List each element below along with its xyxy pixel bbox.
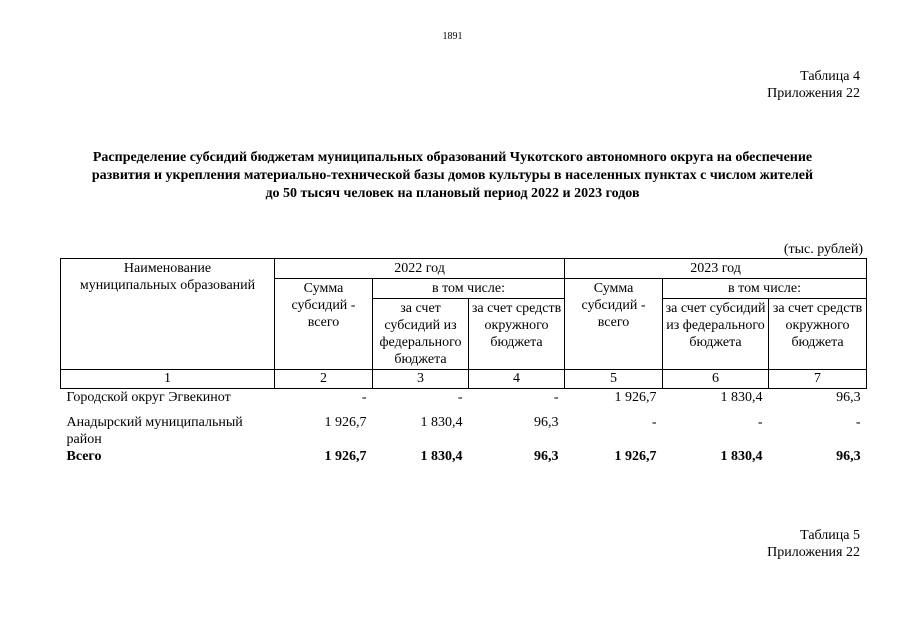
column-number-row: [61, 370, 867, 389]
column-header-including-2022: в том числе:: [373, 279, 565, 299]
title-line-3: до 50 тысяч человек на плановый период 2022 и 2023 годов: [265, 186, 640, 201]
column-number: 5: [565, 370, 663, 389]
cell-value: -: [651, 415, 657, 430]
cell-value: 1 830,4: [420, 415, 463, 430]
total-value: 1 926,7: [324, 449, 367, 464]
units-label: (тыс. рублей): [783, 242, 863, 257]
column-header-district-2022: за счет средств окружного бюджета: [469, 299, 565, 370]
cell-value: -: [855, 415, 861, 430]
municipality-name: Городской округ Эгвекинот: [66, 390, 231, 405]
title-line-1: Распределение субсидий бюджетам муниципальных образований Чукотского автономного округа на обеспечение: [92, 150, 813, 165]
appendix-number: Приложения 22: [767, 86, 860, 101]
column-header-sum-total-2023: Сумма субсидий - всего: [565, 279, 663, 370]
page-number: 1891: [442, 31, 463, 42]
column-number: 3: [373, 370, 469, 389]
table-number: Таблица 4: [800, 69, 860, 84]
column-number: 4: [469, 370, 565, 389]
cell-value: 96,3: [836, 390, 861, 405]
cell-value: -: [553, 390, 559, 405]
total-value: 1 830,4: [720, 449, 763, 464]
column-header-federal-2023: за счет субсидий из федерального бюджета: [663, 299, 769, 370]
total-label: Всего: [66, 449, 102, 464]
cell-value: -: [757, 415, 763, 430]
cell-value: 1 926,7: [324, 415, 367, 430]
subsidy-table: [60, 258, 867, 465]
column-number: 6: [663, 370, 769, 389]
cell-value: 1 926,7: [614, 390, 657, 405]
municipality-name: Анадырский муниципальный район: [66, 415, 243, 447]
table-row: [61, 414, 867, 448]
column-header-district-2023: за счет средств окружного бюджета: [769, 299, 867, 370]
column-header-year-2022: 2022 год: [275, 259, 565, 279]
total-value: 1 926,7: [614, 449, 657, 464]
total-value: 96,3: [534, 449, 559, 464]
column-header-name: Наименование муниципальных образований: [61, 259, 275, 370]
column-header-year-2023: 2023 год: [565, 259, 867, 279]
table-reference-top: [767, 68, 860, 102]
cell-value: 96,3: [534, 415, 559, 430]
total-value: 96,3: [836, 449, 861, 464]
table-reference-bottom: [767, 527, 860, 561]
table-total-row: [61, 448, 867, 465]
column-number: 2: [275, 370, 373, 389]
document-title: [40, 149, 865, 203]
table-row: [61, 389, 867, 407]
total-value: 1 830,4: [420, 449, 463, 464]
table-number: Таблица 5: [800, 528, 860, 543]
cell-value: -: [457, 390, 463, 405]
cell-value: 1 830,4: [720, 390, 763, 405]
column-number: 1: [61, 370, 275, 389]
cell-value: -: [361, 390, 367, 405]
column-number: 7: [769, 370, 867, 389]
title-line-2: развития и укрепления материально-технической базы домов культуры в населенных пунктах с числом жителей: [91, 168, 814, 183]
column-header-federal-2022: за счет субсидий из федерального бюджета: [373, 299, 469, 370]
column-header-sum-total-2022: Сумма субсидий - всего: [275, 279, 373, 370]
column-header-including-2023: в том числе:: [663, 279, 867, 299]
appendix-number: Приложения 22: [767, 545, 860, 560]
